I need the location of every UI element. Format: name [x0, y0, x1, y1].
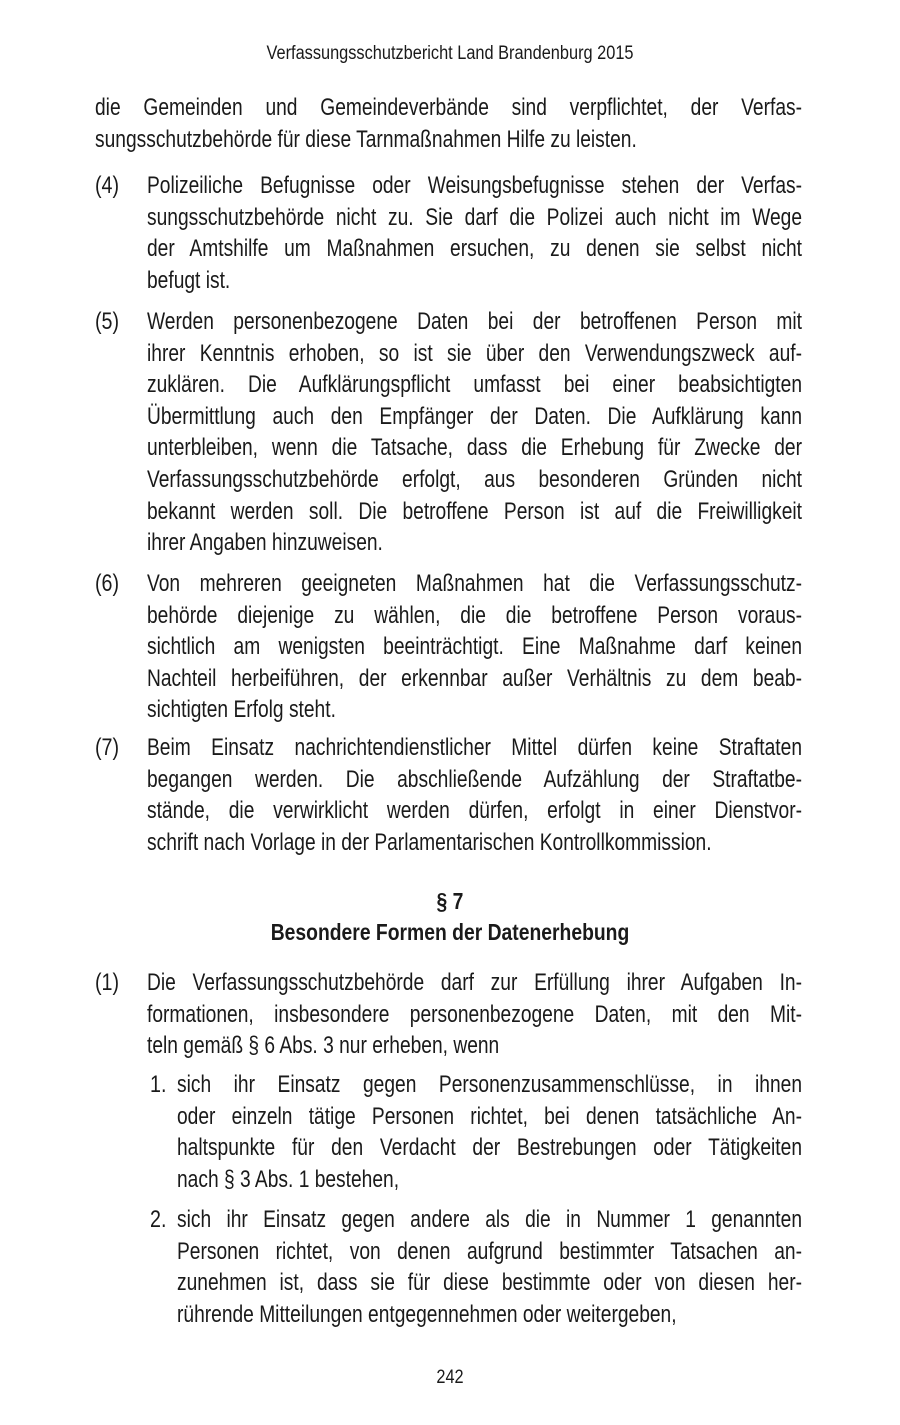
- text-line: Werden personenbezogene Daten bei der betroffenen Person mit: [147, 308, 802, 335]
- text-line: Von mehreren geeigneten Maßnahmen hat die Verfassungsschutz-: [147, 570, 802, 597]
- section-number: § 7: [436, 888, 464, 914]
- text-line: stände, die verwirklicht werden dürfen, erfolgt in einer Dienstvor-: [147, 797, 802, 825]
- text-line: sungsschutzbehörde nicht zu. Sie darf die Polizei auch nicht im Wege: [147, 203, 802, 231]
- paragraph-number: (6): [95, 570, 120, 597]
- text-line: sichtigten Erfolg steht.: [147, 696, 336, 724]
- text-line: zuklären. Die Aufklärungspflicht umfasst bei einer beabsichtigten: [147, 371, 802, 399]
- text-line: ihrer Angaben hinzuweisen.: [147, 529, 383, 557]
- text-line: sungsschutzbehörde für diese Tarnmaßnahmen Hilfe zu leisten.: [95, 125, 637, 153]
- text-line: rührende Mitteilungen entgegennehmen oder weitergeben,: [177, 1300, 677, 1328]
- text-line: teln gemäß § 6 Abs. 3 nur erheben, wenn: [147, 1032, 500, 1060]
- paragraph-number: (7): [95, 734, 120, 761]
- text-line: befugt ist.: [147, 266, 231, 294]
- text-line: ihrer Kenntnis erhoben, so ist sie über den Verwendungszweck auf-: [147, 339, 802, 367]
- text-line: sich ihr Einsatz gegen Personenzusammenschlüsse, in ihnen: [177, 1071, 802, 1098]
- paragraph-number: (4): [95, 172, 120, 199]
- text-line: zunehmen ist, dass sie für diese bestimmte oder von diesen her-: [177, 1269, 802, 1297]
- text-line: sichtlich am wenigsten beeinträchtigt. Eine Maßnahme darf keinen: [147, 633, 802, 661]
- paragraph-number: 1.: [150, 1071, 167, 1098]
- paragraph-number: (5): [95, 308, 120, 335]
- text-line: Beim Einsatz nachrichtendienstlicher Mittel dürfen keine Straftaten: [147, 734, 802, 761]
- text-line: behörde diejenige zu wählen, die die betroffene Person voraus-: [147, 601, 802, 629]
- text-line: Polizeiliche Befugnisse oder Weisungsbefugnisse stehen der Verfas-: [147, 172, 802, 199]
- paragraph-number: 2.: [150, 1206, 167, 1233]
- text-line: nach § 3 Abs. 1 bestehen,: [177, 1165, 400, 1193]
- text-line: die Gemeinden und Gemeindeverbände sind verpflichtet, der Verfas-: [95, 94, 802, 121]
- text-line: der Amtshilfe um Maßnahmen ersuchen, zu denen sie selbst nicht: [147, 235, 802, 263]
- text-line: haltspunkte für den Verdacht der Bestrebungen oder Tätigkeiten: [177, 1134, 802, 1162]
- paragraph-number: (1): [95, 969, 120, 996]
- text-line: Die Verfassungsschutzbehörde darf zur Erfüllung ihrer Aufgaben In-: [147, 969, 802, 996]
- text-line: begangen werden. Die abschließende Aufzählung der Straftatbe-: [147, 765, 802, 793]
- running-header: Verfassungsschutzbericht Land Brandenburg 2015: [266, 43, 634, 64]
- text-line: Personen richtet, von denen aufgrund bestimmter Tatsachen an-: [177, 1237, 802, 1265]
- text-line: oder einzeln tätige Personen richtet, bei denen tatsächliche An-: [177, 1102, 802, 1130]
- text-line: sich ihr Einsatz gegen andere als die in Nummer 1 genannten: [177, 1206, 802, 1233]
- page-number: 242: [436, 1367, 464, 1388]
- text-line: formationen, insbesondere personenbezogene Daten, mit den Mit-: [147, 1000, 802, 1028]
- text-line: schrift nach Vorlage in der Parlamentarischen Kontrollkommission.: [147, 828, 712, 856]
- text-line: bekannt werden soll. Die betroffene Person ist auf die Freiwilligkeit: [147, 497, 802, 525]
- text-line: Nachteil herbeiführen, der erkennbar außer Verhältnis zu dem beab-: [147, 664, 802, 692]
- text-line: unterbleiben, wenn die Tatsache, dass die Erhebung für Zwecke der: [147, 434, 802, 462]
- text-line: Verfassungsschutzbehörde erfolgt, aus besonderen Gründen nicht: [147, 465, 802, 493]
- text-line: Übermittlung auch den Empfänger der Daten. Die Aufklärung kann: [147, 402, 802, 430]
- section-title: Besondere Formen der Datenerhebung: [270, 919, 630, 945]
